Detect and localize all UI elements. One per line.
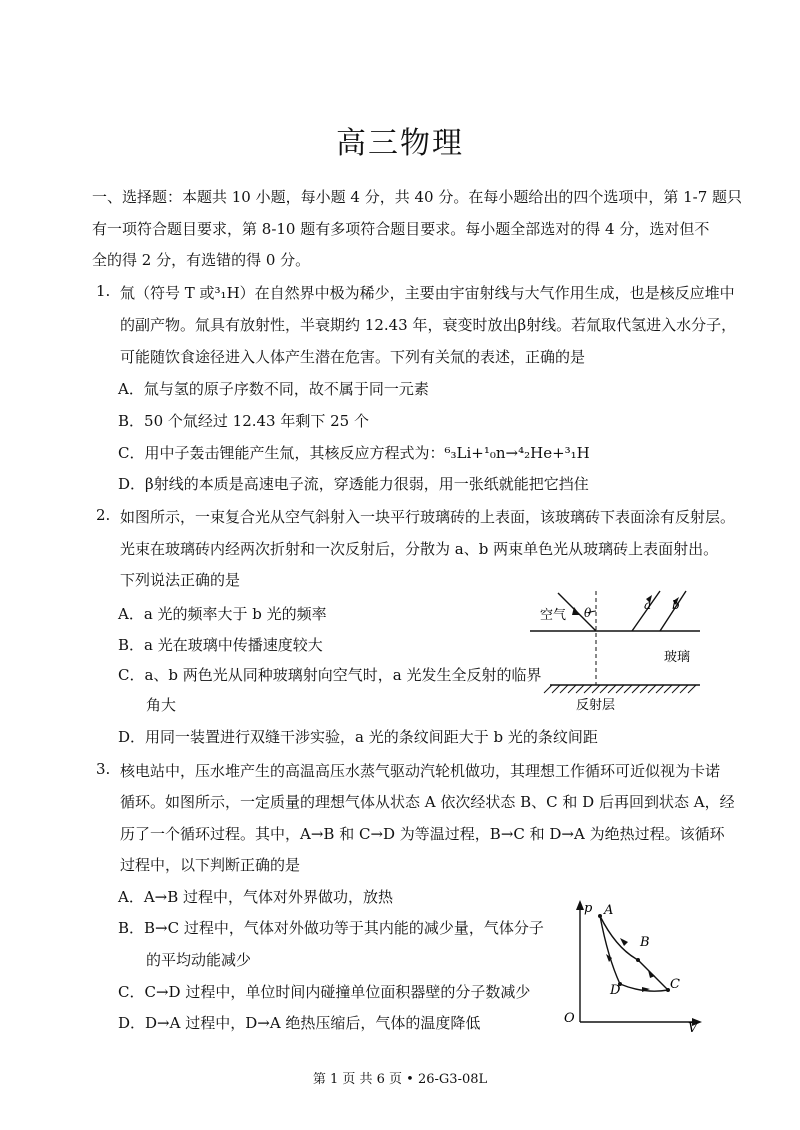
ray-b-label: b — [672, 598, 680, 612]
state-b-label: B — [640, 935, 650, 950]
question-1-option-a: A．氚与氢的原子序数不同，故不属于同一元素 — [118, 380, 429, 398]
refraction-diagram — [530, 585, 710, 715]
question-3-line-2: 循环。如图所示，一定质量的理想气体从状态 A 依次经状态 B、C 和 D 后再回到状态 A，经 — [120, 793, 735, 811]
question-1-number: 1. — [96, 282, 111, 300]
question-1-option-b: B．50 个氚经过 12.43 年剩下 25 个 — [118, 412, 369, 430]
question-2-option-a: A．a 光的频率大于 b 光的频率 — [118, 605, 327, 623]
origin-label: O — [564, 1011, 575, 1026]
question-2-option-b: B．a 光在玻璃中传播速度较大 — [118, 636, 323, 654]
ray-a-label: a — [644, 598, 652, 612]
section-instruction-line-3: 全的得 2 分，有选错的得 0 分。 — [92, 251, 311, 269]
question-1-line-2: 的副产物。氚具有放射性，半衰期约 12.43 年，衰变时放出β射线。若氚取代氢进入水分子， — [120, 316, 737, 334]
question-1-option-c: C．用中子轰击锂能产生氚，其核反应方程式为：⁶₃Li+¹₀n→⁴₂He+³₁H — [118, 444, 590, 462]
question-3-option-a: A．A→B 过程中，气体对外界做功，放热 — [118, 888, 394, 906]
question-3-line-3: 历了一个循环过程。其中，A→B 和 C→D 为等温过程，B→C 和 D→A 为绝热过程。该循环 — [120, 825, 725, 843]
state-c-label: C — [670, 977, 680, 992]
reflective-layer-label: 反射层 — [576, 698, 616, 713]
question-2-line-3: 下列说法正确的是 — [120, 571, 241, 589]
air-label: 空气 — [540, 608, 567, 623]
question-2-number: 2. — [96, 506, 111, 524]
question-3-option-d: D．D→A 过程中，D→A 绝热压缩后，气体的温度降低 — [118, 1014, 481, 1032]
question-1-option-d: D．β射线的本质是高速电子流，穿透能力很弱，用一张纸就能把它挡住 — [118, 475, 589, 493]
question-2-option-d: D．用同一装置进行双缝干涉实验，a 光的条纹间距大于 b 光的条纹间距 — [118, 728, 598, 746]
question-1-line-1: 氚（符号 T 或³₁H）在自然界中极为稀少，主要由宇宙射线与大气作用生成，也是核反应堆中 — [120, 284, 735, 302]
pv-diagram — [556, 898, 706, 1033]
question-2-line-2: 光束在玻璃砖内经两次折射和一次反射后，分散为 a、b 两束单色光从玻璃砖上表面射出。 — [120, 540, 719, 558]
question-3-number: 3. — [96, 760, 111, 778]
theta-label: θ — [584, 606, 592, 620]
glass-label: 玻璃 — [664, 650, 691, 665]
axis-p-label: p — [584, 901, 593, 916]
question-2-option-c-cont: 角大 — [146, 696, 177, 714]
question-3-line-1: 核电站中，压水堆产生的高温高压水蒸气驱动汽轮机做功，其理想工作循环可近似视为卡诺 — [120, 762, 721, 780]
question-3-option-b: B．B→C 过程中，气体对外做功等于其内能的减少量，气体分子 — [118, 919, 544, 937]
state-a-label: A — [604, 903, 614, 918]
question-3-line-4: 过程中，以下判断正确的是 — [120, 856, 301, 874]
page-footer: 第 1 页 共 6 页 • 26-G3-08L — [312, 1072, 488, 1087]
question-1-line-3: 可能随饮食途径进入人体产生潜在危害。下列有关氚的表述，正确的是 — [120, 348, 586, 366]
state-d-label: D — [610, 983, 621, 998]
axis-v-label: V — [688, 1021, 698, 1033]
question-3-option-b-cont: 的平均动能减少 — [146, 951, 252, 969]
section-instruction-line-1: 一、选择题：本题共 10 小题，每小题 4 分，共 40 分。在每小题给出的四个选项中，第 1-7 题只 — [92, 188, 743, 206]
question-2-line-1: 如图所示，一束复合光从空气斜射入一块平行玻璃砖的上表面，该玻璃砖下表面涂有反射层。 — [120, 508, 736, 526]
section-instruction-line-2: 有一项符合题目要求，第 8-10 题有多项符合题目要求。每小题全部选对的得 4 分，选对但不 — [92, 220, 710, 238]
question-2-option-c: C．a、b 两色光从同种玻璃射向空气时，a 光发生全反射的临界 — [118, 666, 542, 684]
question-3-option-c: C．C→D 过程中，单位时间内碰撞单位面积器壁的分子数减少 — [118, 983, 531, 1001]
page-title: 高三物理 — [336, 126, 464, 161]
